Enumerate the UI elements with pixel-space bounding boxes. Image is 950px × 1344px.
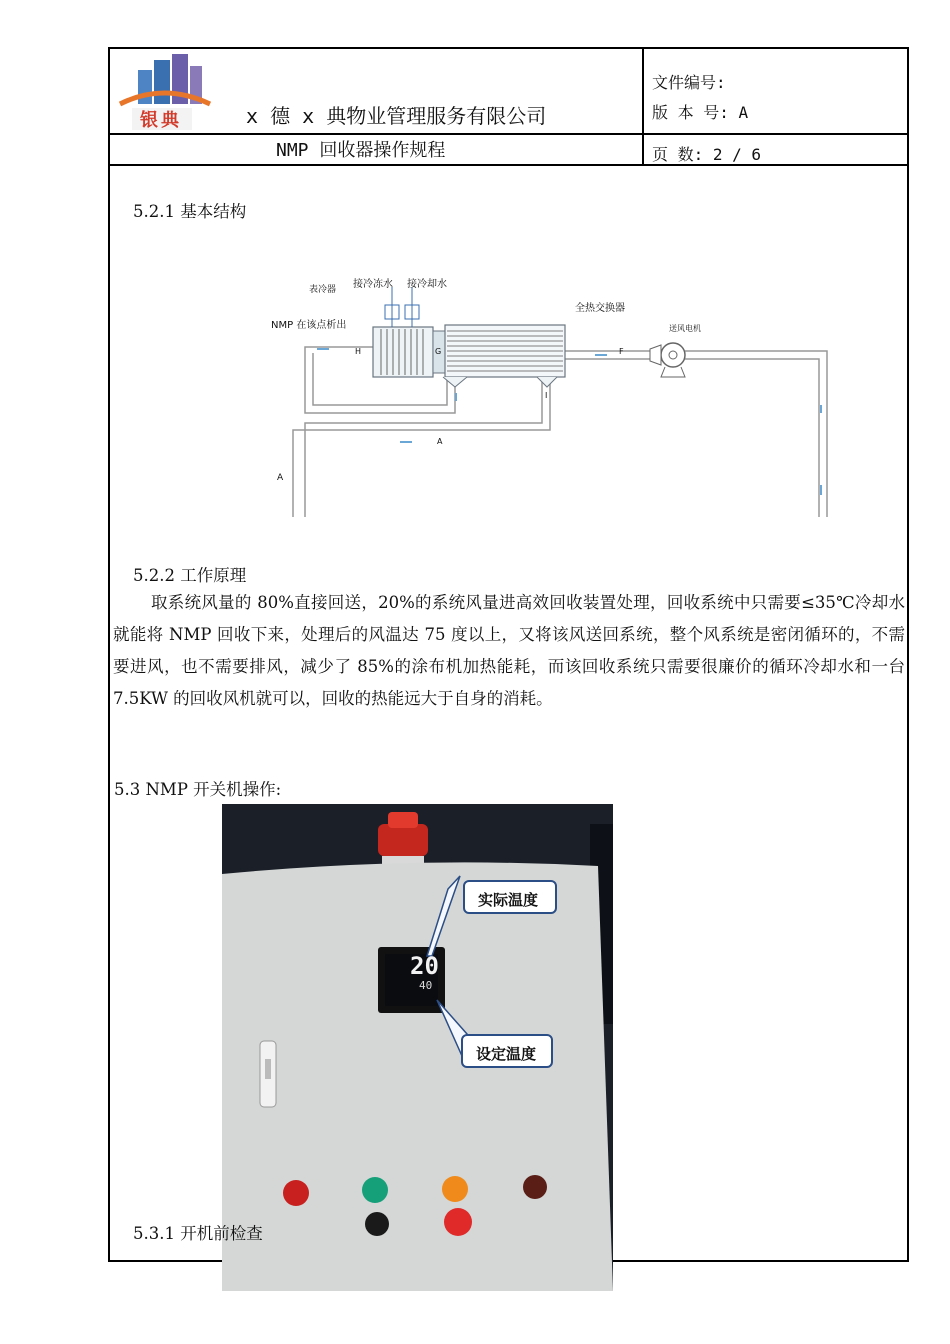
company-name: x 德 x 典物业管理服务有限公司 [246,104,547,128]
company-logo [116,52,212,132]
structure-diagram [265,265,835,520]
diagram-label-nmp-point: NMP 在该点析出 [271,320,347,331]
control-panel-photo [222,804,613,1291]
temperature-display-set: 40 [419,979,433,992]
header-divider-1 [108,133,909,135]
page-count-label: 页 数: 2 / 6 [652,145,762,164]
diagram-label-a-top: A [437,437,443,446]
diagram-label-h: H [355,347,362,356]
working-principle-text: 取系统风量的 80%直接回送，20%的系统风量进高效回收装置处理，回收系统中只需要≤35℃冷却水就能将 NMP 回收下来，处理后的风温达 75 度以上，又将该风送回系统，整个风系统是密闭循环的，不需要进风，也不需要排风，减少了 85%的涂布机加热能耗，而该回收系统只需要很廉价的循环冷却水和一台 7.5KW 的回收风机就可以，回收的热能远大于自身的消耗。 [113,593,905,708]
diagram-label-a-left: A [277,473,284,483]
diagram-label-f: F [619,347,624,356]
temperature-display-main: 20 [410,952,439,980]
section-5-2-1-heading: 5.2.1 基本结构 [133,202,247,221]
diagram-label-cooling-water: 接冷却水 [407,279,447,290]
logo-text: 银典 [140,110,182,131]
diagram-label-cooler: 表冷器 [309,285,337,295]
section-5-3-1-heading: 5.3.1 开机前检查 [133,1224,263,1243]
callout-actual-temperature: 实际温度 [478,891,539,909]
diagram-label-fan-motor: 送风电机 [669,324,701,333]
header-divider-2 [108,164,909,166]
callout-set-temperature: 设定温度 [476,1045,537,1063]
section-5-2-2-heading: 5.2.2 工作原理 [133,566,247,585]
header-vertical-divider [642,47,644,165]
diagram-label-heat-exchanger: 全热交换器 [575,303,625,314]
working-principle-paragraph [113,587,905,715]
version-label: 版 本 号: A [652,103,749,122]
diagram-label-i: I [545,391,548,400]
section-5-3-heading: 5.3 NMP 开关机操作: [114,780,282,799]
diagram-label-g: G [435,347,442,356]
file-number-label: 文件编号: [652,73,726,92]
diagram-label-chilled-water: 接冷冻水 [353,279,393,290]
document-title: NMP 回收器操作规程 [276,140,446,161]
